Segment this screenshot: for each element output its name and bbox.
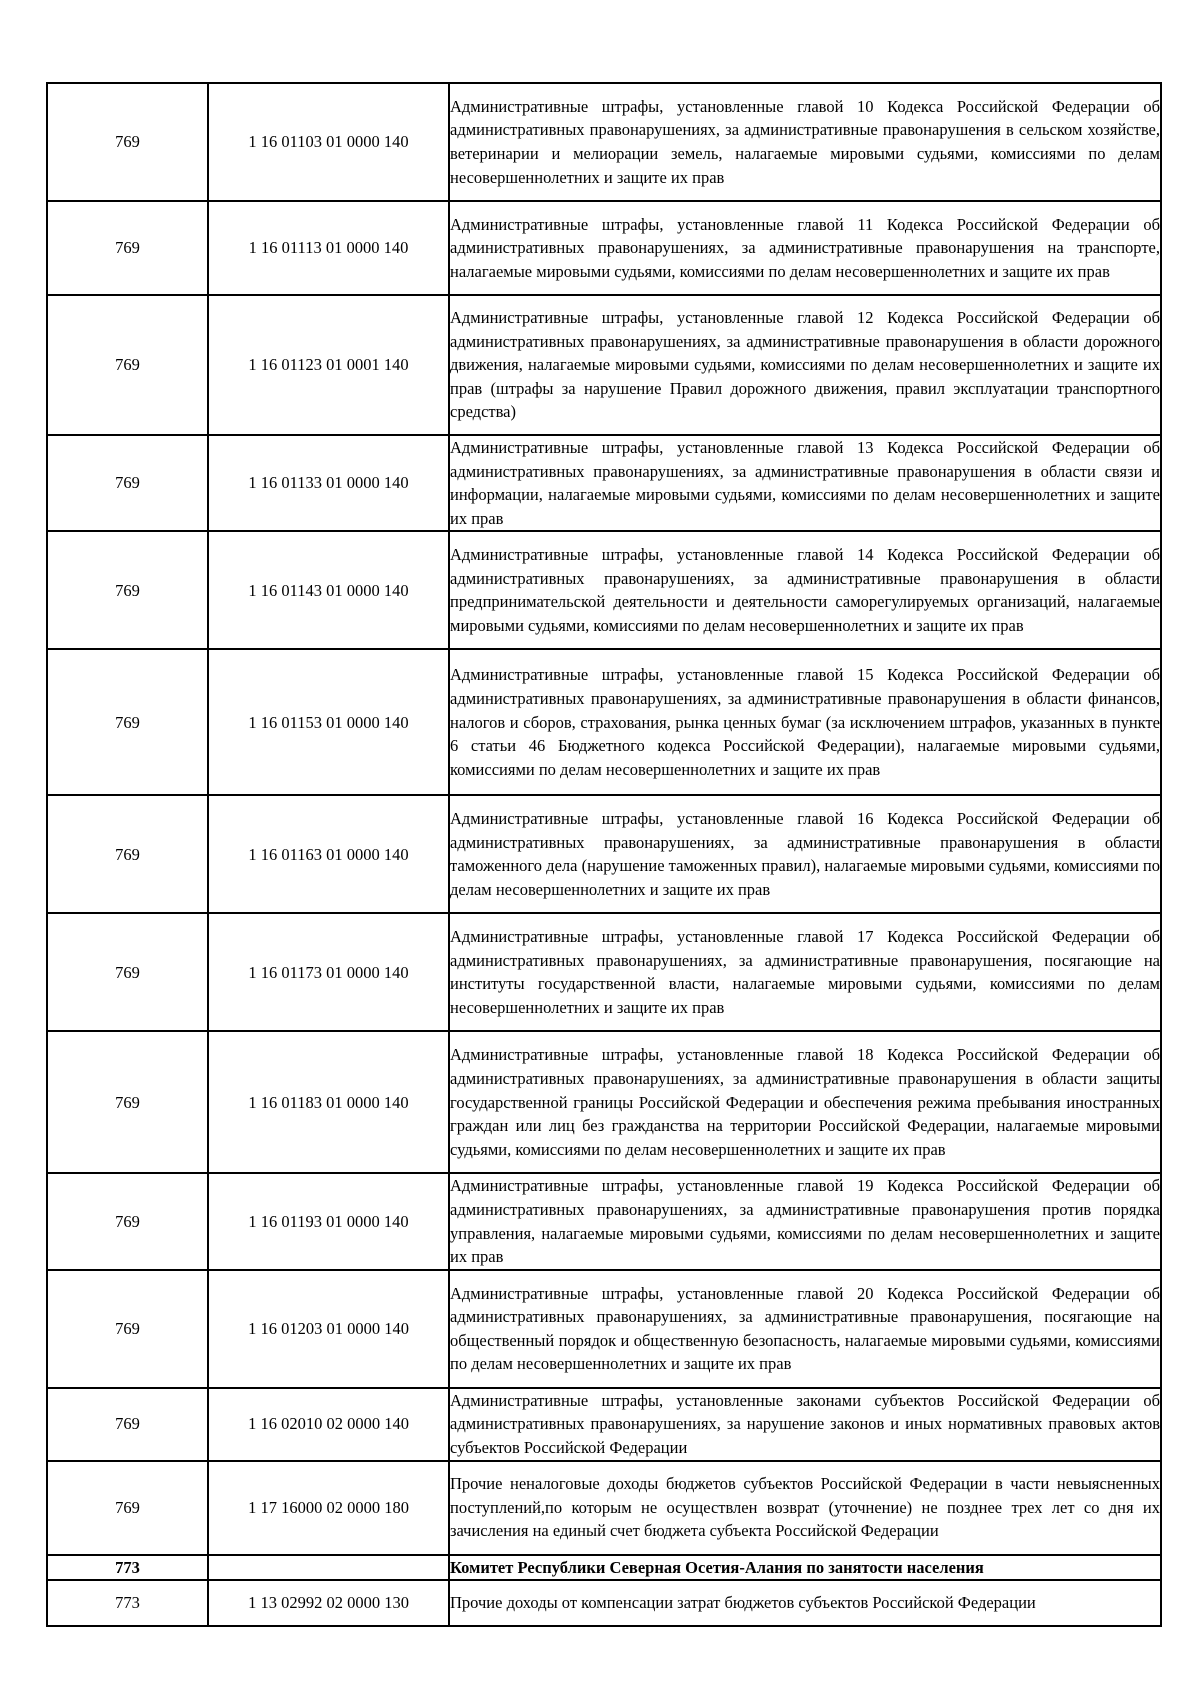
description-cell: Административные штрафы, установленные главой 10 Кодекса Российской Федерации об административных правонарушениях, за административные правонарушения в сельском хозяйстве, ветеринарии и мелиорации земель, налагаемые мировыми судьями, комиссиями по делам несовершеннолетних и защите их прав — [449, 83, 1161, 201]
admin-code-cell: 769 — [47, 1461, 208, 1555]
table-row — [47, 531, 1161, 649]
description-cell: Административные штрафы, установленные главой 15 Кодекса Российской Федерации об административных правонарушениях, за административные правонарушения в области финансов, налогов и сборов, страхования, рынка ценных бумаг (за исключением штрафов, указанных в пункте 6 статьи 46 Бюджетного кодекса Российской Федерации), налагаемые мировыми судьями, комиссиями по делам несовершеннолетних и защите их прав — [449, 649, 1161, 795]
budget-code-cell: 1 16 01133 01 0000 140 — [208, 435, 449, 531]
budget-code-cell: 1 13 02992 02 0000 130 — [208, 1580, 449, 1626]
budget-code-cell: 1 17 16000 02 0000 180 — [208, 1461, 449, 1555]
description-cell: Административные штрафы, установленные главой 20 Кодекса Российской Федерации об административных правонарушениях, за административные правонарушения, посягающие на общественный порядок и общественную безопасность, налагаемые мировыми судьями, комиссиями по делам несовершеннолетних и защите их прав — [449, 1270, 1161, 1388]
admin-code-cell: 769 — [47, 201, 208, 295]
table-row — [47, 1461, 1161, 1555]
description-cell: Административные штрафы, установленные главой 11 Кодекса Российской Федерации об административных правонарушениях, за административные правонарушения на транспорте, налагаемые мировыми судьями, комиссиями по делам несовершеннолетних и защите их прав — [449, 201, 1161, 295]
table-row — [47, 1270, 1161, 1388]
table-row — [47, 913, 1161, 1031]
revenue-codes-table — [46, 82, 1162, 1627]
admin-code-cell: 769 — [47, 83, 208, 201]
budget-code-cell: 1 16 01123 01 0001 140 — [208, 295, 449, 435]
description-cell: Административные штрафы, установленные главой 14 Кодекса Российской Федерации об административных правонарушениях, за административные правонарушения в области предпринимательской деятельности и деятельности саморегулируемых организаций, налагаемые мировыми судьями, комиссиями по делам несовершеннолетних и защите их прав — [449, 531, 1161, 649]
table-row — [47, 83, 1161, 201]
admin-code-cell: 769 — [47, 295, 208, 435]
description-cell: Административные штрафы, установленные законами субъектов Российской Федерации об административных правонарушениях, за нарушение законов и иных нормативных правовых актов субъектов Российской Федерации — [449, 1388, 1161, 1461]
budget-code-cell: 1 16 01143 01 0000 140 — [208, 531, 449, 649]
admin-code-cell: 773 — [47, 1555, 208, 1581]
description-cell: Административные штрафы, установленные главой 17 Кодекса Российской Федерации об административных правонарушениях, за административные правонарушения, посягающие на институты государственной власти, налагаемые мировыми судьями, комиссиями по делам несовершеннолетних и защите их прав — [449, 913, 1161, 1031]
table-row — [47, 795, 1161, 913]
budget-code-cell: 1 16 01153 01 0000 140 — [208, 649, 449, 795]
admin-code-cell: 773 — [47, 1580, 208, 1626]
admin-code-cell: 769 — [47, 531, 208, 649]
admin-code-cell: 769 — [47, 1031, 208, 1173]
budget-code-cell: 1 16 02010 02 0000 140 — [208, 1388, 449, 1461]
description-cell: Административные штрафы, установленные главой 19 Кодекса Российской Федерации об административных правонарушениях, за административные правонарушения против порядка управления, налагаемые мировыми судьями, комиссиями по делам несовершеннолетних и защите их прав — [449, 1173, 1161, 1269]
admin-code-cell: 769 — [47, 1388, 208, 1461]
description-cell: Административные штрафы, установленные главой 18 Кодекса Российской Федерации об административных правонарушениях, за административные правонарушения в области защиты государственной границы Российской Федерации и обеспечения режима пребывания иностранных граждан или лиц без гражданства на территории Российской Федерации, налагаемые мировыми судьями, комиссиями по делам несовершеннолетних и защите их прав — [449, 1031, 1161, 1173]
admin-code-cell: 769 — [47, 649, 208, 795]
budget-code-cell — [208, 1555, 449, 1581]
table-row — [47, 435, 1161, 531]
budget-code-cell: 1 16 01103 01 0000 140 — [208, 83, 449, 201]
budget-code-cell: 1 16 01203 01 0000 140 — [208, 1270, 449, 1388]
table-row — [47, 1031, 1161, 1173]
table-row — [47, 1580, 1161, 1626]
budget-code-cell: 1 16 01163 01 0000 140 — [208, 795, 449, 913]
table-body — [47, 83, 1161, 1626]
admin-code-cell: 769 — [47, 795, 208, 913]
section-row — [47, 1555, 1161, 1581]
description-cell: Административные штрафы, установленные главой 13 Кодекса Российской Федерации об административных правонарушениях, за административные правонарушения в области связи и информации, налагаемые мировыми судьями, комиссиями по делам несовершеннолетних и защите их прав — [449, 435, 1161, 531]
description-cell: Прочие доходы от компенсации затрат бюджетов субъектов Российской Федерации — [449, 1580, 1161, 1626]
table-row — [47, 295, 1161, 435]
description-cell: Административные штрафы, установленные главой 12 Кодекса Российской Федерации об административных правонарушениях, за административные правонарушения в области дорожного движения, налагаемые мировыми судьями, комиссиями по делам несовершеннолетних и защите их прав (штрафы за нарушение Правил дорожного движения, правил эксплуатации транспортного средства) — [449, 295, 1161, 435]
description-cell: Комитет Республики Северная Осетия-Алания по занятости населения — [449, 1555, 1161, 1581]
admin-code-cell: 769 — [47, 1173, 208, 1269]
admin-code-cell: 769 — [47, 1270, 208, 1388]
table-row — [47, 649, 1161, 795]
table-row — [47, 1388, 1161, 1461]
admin-code-cell: 769 — [47, 435, 208, 531]
budget-code-cell: 1 16 01183 01 0000 140 — [208, 1031, 449, 1173]
table-row — [47, 201, 1161, 295]
budget-code-cell: 1 16 01173 01 0000 140 — [208, 913, 449, 1031]
description-cell: Прочие неналоговые доходы бюджетов субъектов Российской Федерации в части невыясненных поступлений,по которым не осуществлен возврат (уточнение) не позднее трех лет со дня их зачисления на единый счет бюджета субъекта Российской Федерации — [449, 1461, 1161, 1555]
admin-code-cell: 769 — [47, 913, 208, 1031]
description-cell: Административные штрафы, установленные главой 16 Кодекса Российской Федерации об административных правонарушениях, за административные правонарушения в области таможенного дела (нарушение таможенных правил), налагаемые мировыми судьями, комиссиями по делам несовершеннолетних и защите их прав — [449, 795, 1161, 913]
table-row — [47, 1173, 1161, 1269]
budget-code-cell: 1 16 01113 01 0000 140 — [208, 201, 449, 295]
budget-code-cell: 1 16 01193 01 0000 140 — [208, 1173, 449, 1269]
